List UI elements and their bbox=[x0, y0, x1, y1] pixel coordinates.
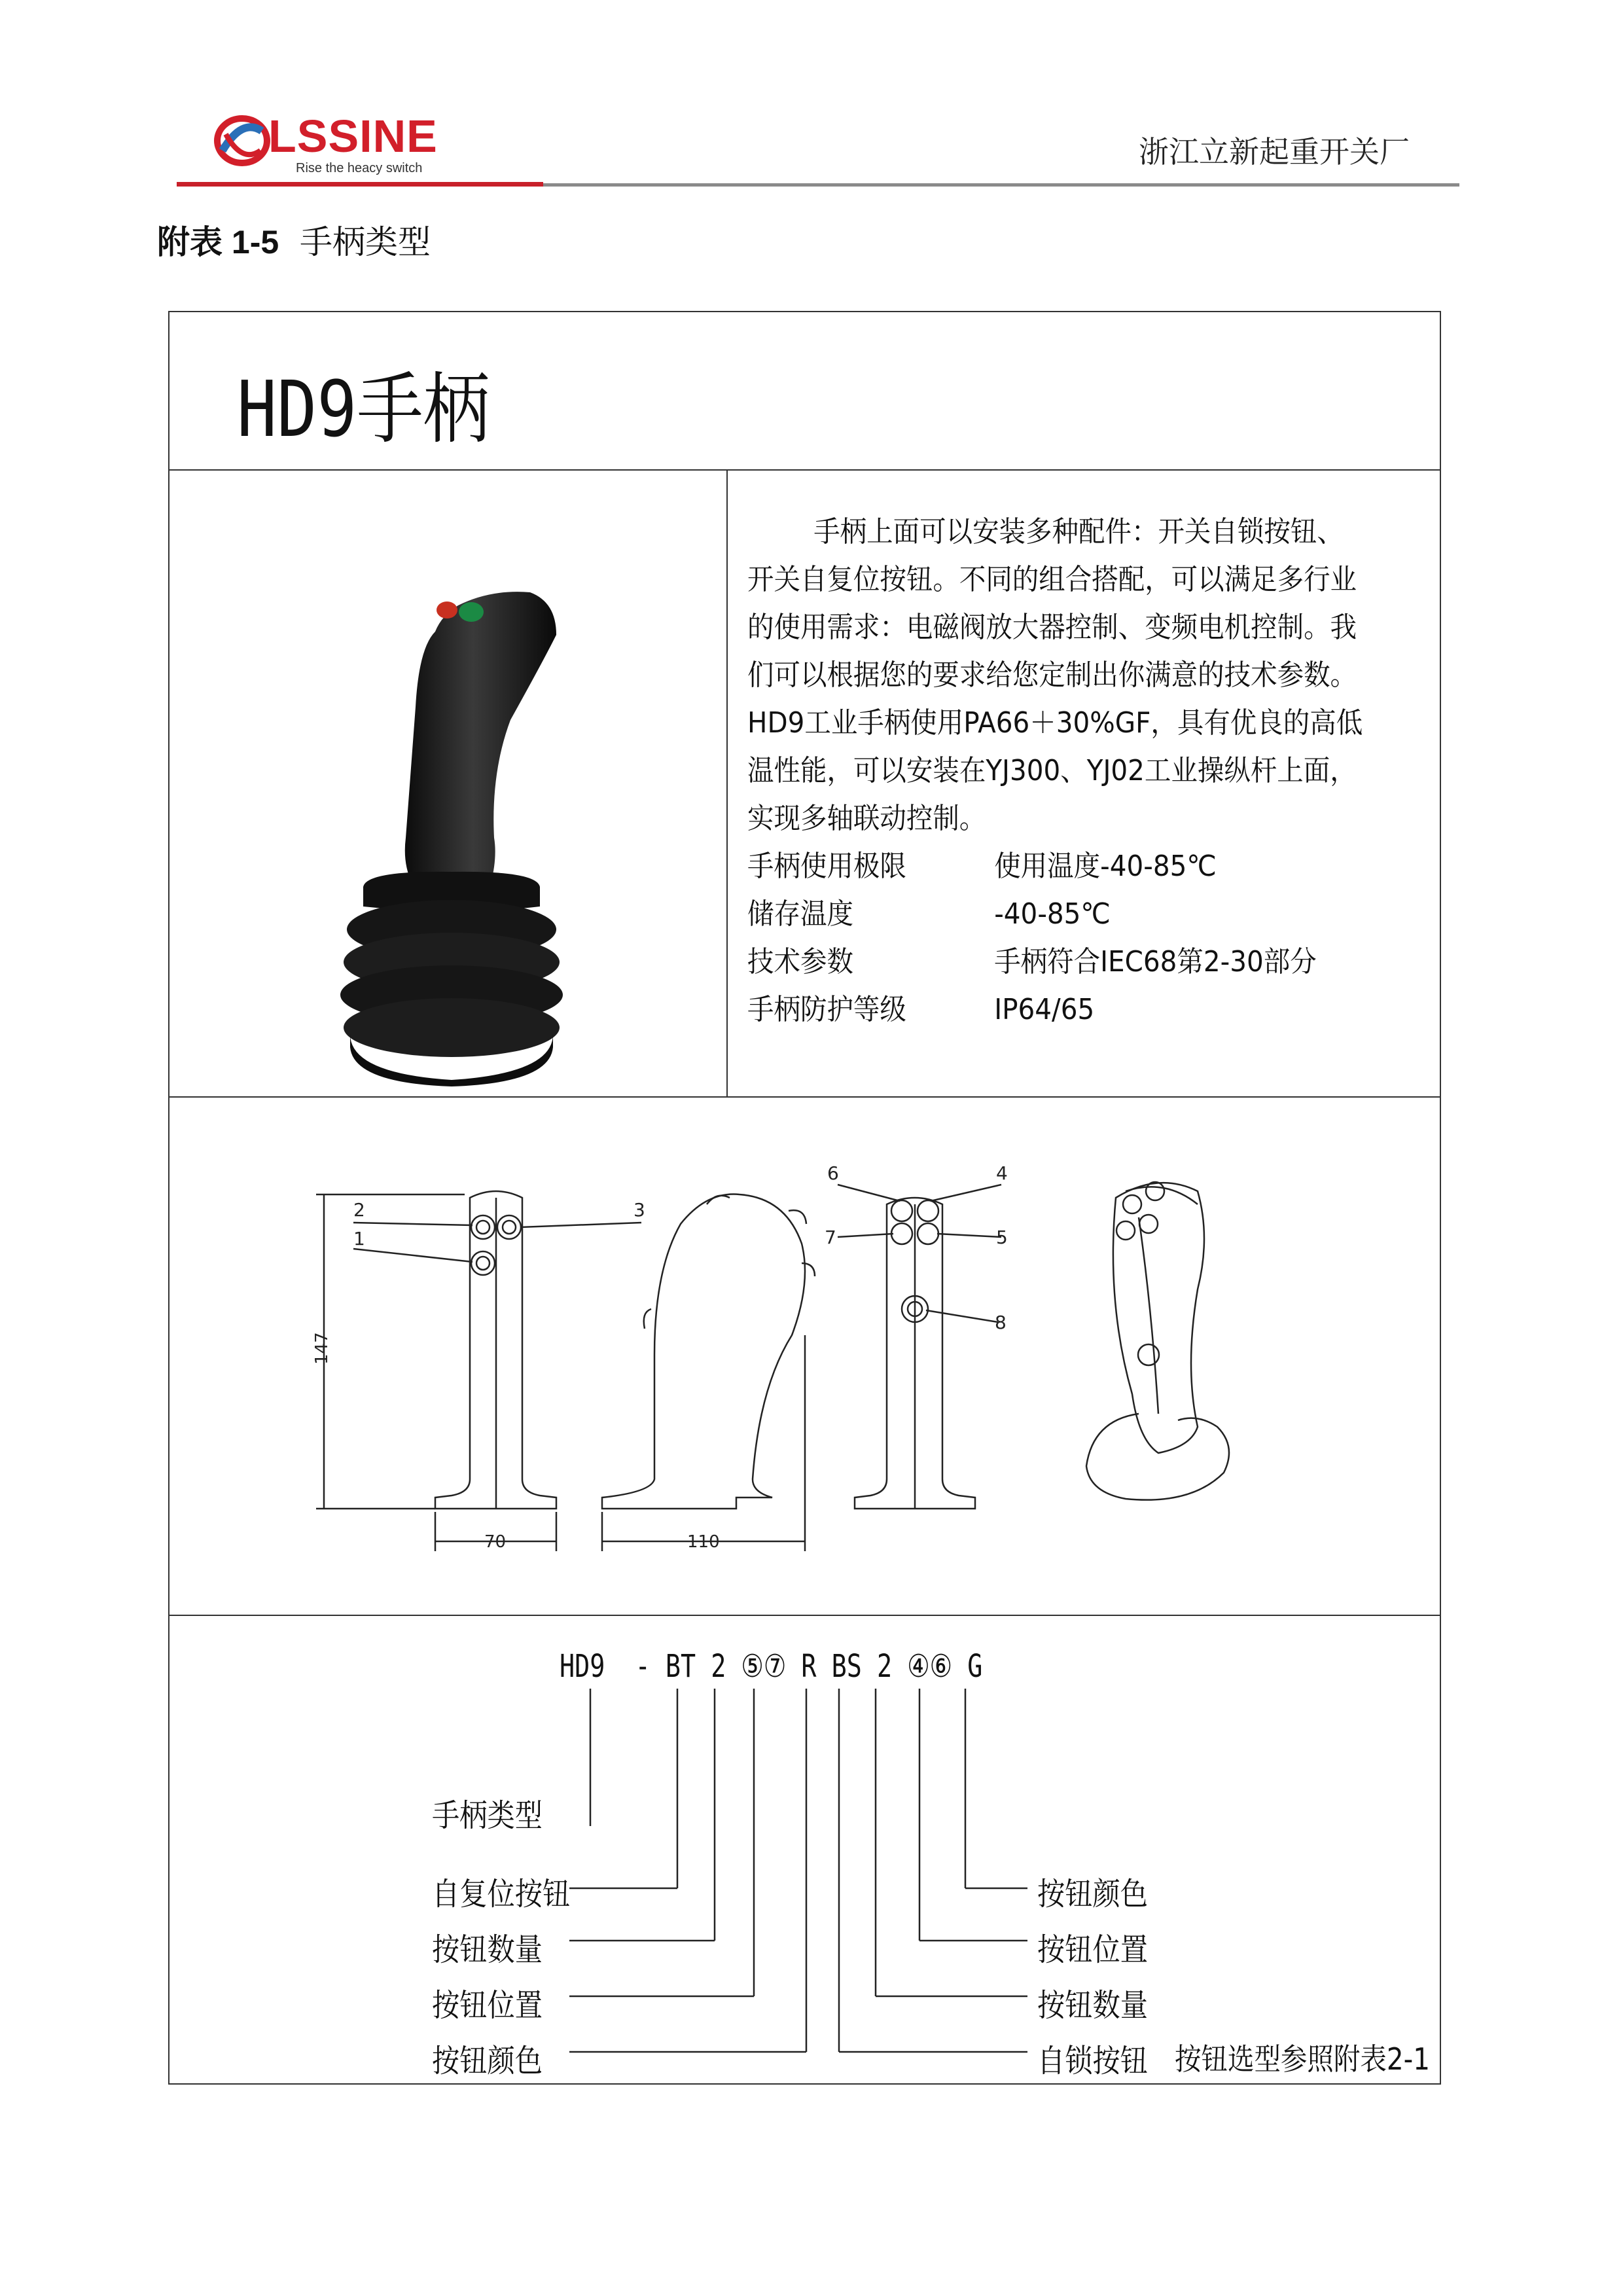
joystick-photo bbox=[294, 576, 602, 1086]
logo-text: LSSINE bbox=[268, 111, 438, 162]
label-button-color-right: 按钮颜色 bbox=[1037, 1876, 1148, 1912]
label-button-count-right: 按钮数量 bbox=[1037, 1987, 1148, 2024]
section-title bbox=[157, 216, 431, 263]
spec-label: 手柄防护等级 bbox=[747, 993, 906, 1026]
spec-row bbox=[747, 938, 1368, 986]
section-name: 手柄类型 bbox=[299, 223, 431, 261]
spec-value: 手柄符合IEC68第2-30部分 bbox=[994, 945, 1317, 978]
dimension-drawings bbox=[288, 1139, 1309, 1571]
spec-value: 使用温度-40-85℃ bbox=[994, 850, 1217, 883]
table-divider-3 bbox=[168, 1615, 1441, 1616]
table-vertical-divider bbox=[726, 469, 728, 1098]
product-description bbox=[747, 508, 1368, 1033]
label-reset-button: 自复位按钮 bbox=[432, 1876, 571, 1912]
callout-7: 7 bbox=[825, 1227, 836, 1248]
table-divider-1 bbox=[168, 469, 1441, 471]
label-latch-button: 自锁按钮 bbox=[1037, 2043, 1148, 2079]
header-rule-red bbox=[177, 182, 543, 187]
dim-110: 110 bbox=[687, 1532, 720, 1552]
ordering-code-leaders bbox=[550, 1689, 1466, 2081]
section-prefix: 附表 1-5 bbox=[157, 224, 279, 260]
spec-label: 技术参数 bbox=[747, 945, 853, 978]
spec-row bbox=[747, 986, 1368, 1033]
callout-4: 4 bbox=[996, 1162, 1008, 1184]
spec-label: 储存温度 bbox=[747, 897, 853, 931]
spec-value: -40-85℃ bbox=[994, 897, 1111, 931]
callout-2: 2 bbox=[353, 1199, 365, 1221]
dim-70: 70 bbox=[484, 1532, 507, 1552]
label-button-position-right: 按钮位置 bbox=[1037, 1931, 1148, 1968]
callout-1: 1 bbox=[353, 1228, 365, 1249]
company-name: 浙江立新起重开关厂 bbox=[1139, 134, 1410, 170]
spec-row bbox=[747, 890, 1368, 938]
description-paragraph-1: 手柄上面可以安装多种配件：开关自锁按钮、开关自复位按钮。不同的组合搭配，可以满足多行业的使用需求：电磁阀放大器控制、变频电机控制。我们可以根据您的要求给您定制出你满意的技术参数。 bbox=[747, 515, 1357, 692]
callout-8: 8 bbox=[995, 1312, 1007, 1333]
product-title: HD9手柄 bbox=[237, 364, 490, 454]
ordering-code: HD9 - BT 2 ⑤⑦ R BS 2 ④⑥ G bbox=[560, 1648, 983, 1685]
callout-5: 5 bbox=[996, 1227, 1008, 1248]
label-handle-type: 手柄类型 bbox=[432, 1797, 543, 1834]
label-button-count-left: 按钮数量 bbox=[432, 1931, 543, 1968]
table-divider-2 bbox=[168, 1096, 1441, 1098]
label-button-color-left: 按钮颜色 bbox=[432, 2043, 543, 2079]
description-paragraph-2: HD9工业手柄使用PA66＋30%GF，具有优良的高低温性能，可以安装在YJ300、YJ02工业操纵杆上面，实现多轴联动控制。 bbox=[747, 706, 1363, 835]
dim-147: 147 bbox=[312, 1332, 332, 1365]
callout-3: 3 bbox=[633, 1199, 645, 1221]
callout-6: 6 bbox=[827, 1162, 839, 1184]
header-rule-gray bbox=[543, 183, 1459, 187]
spec-value: IP64/65 bbox=[994, 993, 1095, 1026]
spec-row bbox=[747, 842, 1368, 890]
button-selection-note: 按钮选型参照附表2-1 bbox=[1175, 2041, 1430, 2077]
spec-label: 手柄使用极限 bbox=[747, 850, 906, 883]
logo-tagline: Rise the heacy switch bbox=[296, 161, 423, 175]
label-button-position-left: 按钮位置 bbox=[432, 1987, 543, 2024]
